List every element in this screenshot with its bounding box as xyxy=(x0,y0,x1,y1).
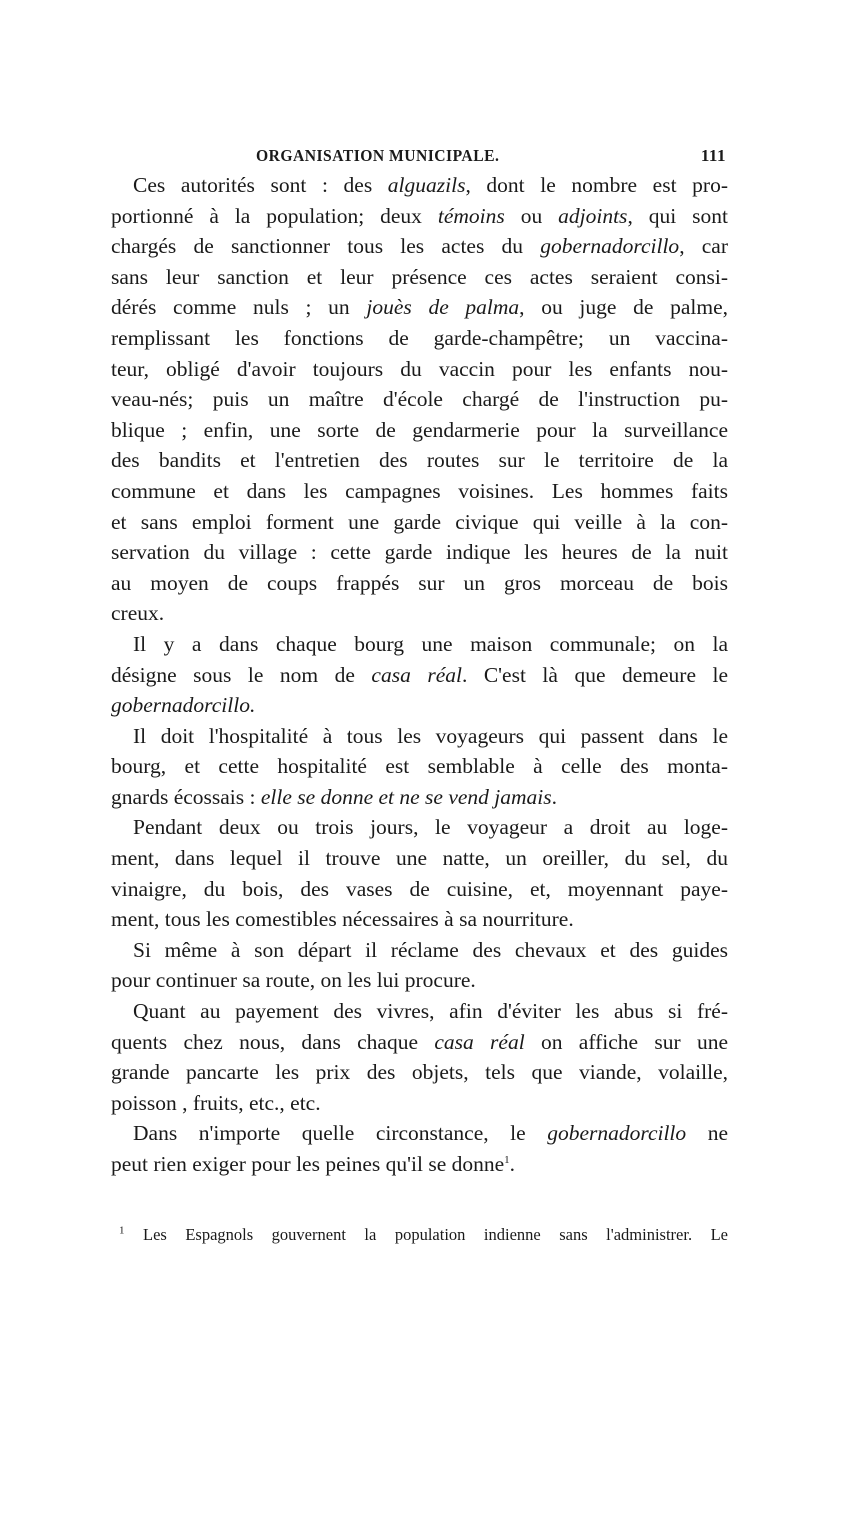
footnote-line xyxy=(111,1224,728,1246)
text-run: , qui sont xyxy=(627,203,728,228)
text-run: veau-nés; puis un maître d'école chargé de l'instruction pu- xyxy=(111,387,728,412)
text-line xyxy=(111,629,728,660)
text-run: , dont le nombre est pro- xyxy=(465,173,728,197)
text-line xyxy=(111,231,728,262)
text-run: Dans n'importe quelle circonstance, le xyxy=(133,1121,548,1146)
text-line xyxy=(111,292,728,323)
italic-term: casa réal xyxy=(371,662,462,687)
text-line xyxy=(111,201,728,232)
text-run: blique ; enfin, une sorte de gendarmerie pour la surveillance xyxy=(111,417,728,442)
text-line xyxy=(111,935,728,966)
text-run: bourg, et cette hospitalité est semblable à celle des monta- xyxy=(111,754,728,779)
text-run: des bandits et l'entretien des routes sur le territoire de la xyxy=(111,448,728,473)
text-run: . C'est là que demeure le xyxy=(461,662,728,687)
text-run: remplissant les fonctions de garde-champêtre; un vaccina- xyxy=(111,325,728,350)
text-line xyxy=(111,323,728,354)
text-run: peut rien exiger pour les peines qu'il se donne xyxy=(111,1152,505,1176)
text-run: creux. xyxy=(111,601,165,626)
footnote-marker: 1 xyxy=(119,1224,125,1237)
text-run: Quant au payement des vivres, afin d'éviter les abus si fré- xyxy=(133,999,728,1024)
text-line xyxy=(111,874,728,905)
text-line xyxy=(111,996,728,1027)
text-line xyxy=(111,568,728,599)
text-line xyxy=(111,1057,728,1088)
page-number: 111 xyxy=(700,146,726,165)
text-line xyxy=(111,384,728,415)
footnote-marker: 1 xyxy=(504,1153,510,1166)
text-line xyxy=(111,354,728,385)
text-run: commune et dans les campagnes voisines. Les hommes faits xyxy=(111,478,728,503)
text-run: servation du village : cette garde indique les heures de la nuit xyxy=(111,540,728,565)
text-run: grande pancarte les prix des objets, tels que viande, volaille, xyxy=(111,1060,728,1085)
text-line xyxy=(111,812,728,843)
text-run: teur, obligé d'avoir toujours du vaccin pour les enfants nou- xyxy=(111,356,728,381)
text-line xyxy=(111,965,728,996)
italic-term: gobernadorcillo xyxy=(540,234,680,259)
text-run: quents chez nous, dans chaque xyxy=(111,1029,435,1054)
text-run: ou xyxy=(504,203,559,228)
text-run: Pendant deux ou trois jours, le voyageur a droit au loge- xyxy=(133,815,728,840)
text-run: vinaigre, du bois, des vases de cuisine, et, moyennant paye- xyxy=(111,876,728,901)
italic-term: elle se donne et ne se vend jamais xyxy=(260,784,552,809)
text-run: portionné à la population; deux xyxy=(111,203,438,228)
text-line xyxy=(111,507,728,538)
paragraph xyxy=(111,170,728,629)
paragraph xyxy=(111,629,728,721)
paragraph xyxy=(111,1118,728,1179)
text-run: Il y a dans chaque bourg une maison communale; on la xyxy=(133,631,728,656)
text-run: au moyen de coups frappés sur un gros morceau de bois xyxy=(111,570,728,595)
text-run: poisson , fruits, etc., etc. xyxy=(111,1090,321,1115)
text-run: et sans emploi forment une garde civique qui veille à la con- xyxy=(111,509,728,534)
italic-term: casa réal xyxy=(434,1029,525,1054)
text-run: Ces autorités sont : des xyxy=(133,173,388,197)
book-page xyxy=(111,140,728,1246)
text-line xyxy=(111,690,728,721)
text-run: Les Espagnols gouvernent la population indienne sans l'administrer. Le xyxy=(124,1224,728,1244)
text-run: . xyxy=(509,1152,516,1176)
text-run: chargés de sanctionner tous les actes du xyxy=(111,234,541,259)
text-run: on affiche sur une xyxy=(524,1029,729,1054)
italic-term: témoins xyxy=(437,203,505,228)
body-text xyxy=(111,170,728,1180)
text-run: gnards écossais : xyxy=(111,784,261,809)
text-line xyxy=(111,415,728,446)
text-run: ment, dans lequel il trouve une natte, un oreiller, du sel, du xyxy=(111,846,728,871)
text-run: ne xyxy=(686,1121,728,1146)
italic-term: alguazils xyxy=(387,173,466,197)
text-line xyxy=(111,660,728,691)
text-line xyxy=(111,1118,728,1149)
italic-term: gobernadorcillo xyxy=(547,1121,687,1146)
footnote-gap xyxy=(111,1180,728,1224)
text-line xyxy=(111,476,728,507)
text-run: sans leur sanction et leur présence ces actes seraient consi- xyxy=(111,264,728,289)
text-line xyxy=(111,904,728,935)
text-run: pour continuer sa route, on les lui procure. xyxy=(111,968,476,993)
text-line xyxy=(111,1088,728,1119)
text-line xyxy=(111,1027,728,1058)
text-run: , ou juge de palme, xyxy=(519,295,728,320)
text-run: , car xyxy=(679,234,729,259)
footnotes xyxy=(111,1224,728,1246)
text-run: dérés comme nuls ; un xyxy=(111,295,367,320)
paragraph xyxy=(111,721,728,813)
italic-term: jouès de palma xyxy=(366,295,520,320)
text-line xyxy=(111,445,728,476)
text-line xyxy=(111,721,728,752)
text-run: . xyxy=(551,784,558,809)
italic-term: adjoints xyxy=(558,203,628,228)
text-run: ment, tous les comestibles nécessaires à sa nourriture. xyxy=(111,907,574,932)
text-line xyxy=(111,843,728,874)
paragraph xyxy=(111,812,728,934)
text-line xyxy=(111,170,728,201)
text-line xyxy=(111,598,728,629)
text-line xyxy=(111,1149,728,1180)
text-line xyxy=(111,751,728,782)
text-run: Si même à son départ il réclame des chevaux et des guides xyxy=(133,937,728,962)
paragraph xyxy=(111,996,728,1118)
running-head xyxy=(111,140,728,170)
text-line xyxy=(111,782,728,813)
text-line xyxy=(111,537,728,568)
paragraph xyxy=(111,935,728,996)
running-title: ORGANISATION MUNICIPALE. xyxy=(256,146,500,165)
text-run: Il doit l'hospitalité à tous les voyageurs qui passent dans le xyxy=(133,723,728,748)
italic-term: gobernadorcillo. xyxy=(111,693,256,718)
text-run: désigne sous le nom de xyxy=(111,662,372,687)
text-line xyxy=(111,262,728,293)
